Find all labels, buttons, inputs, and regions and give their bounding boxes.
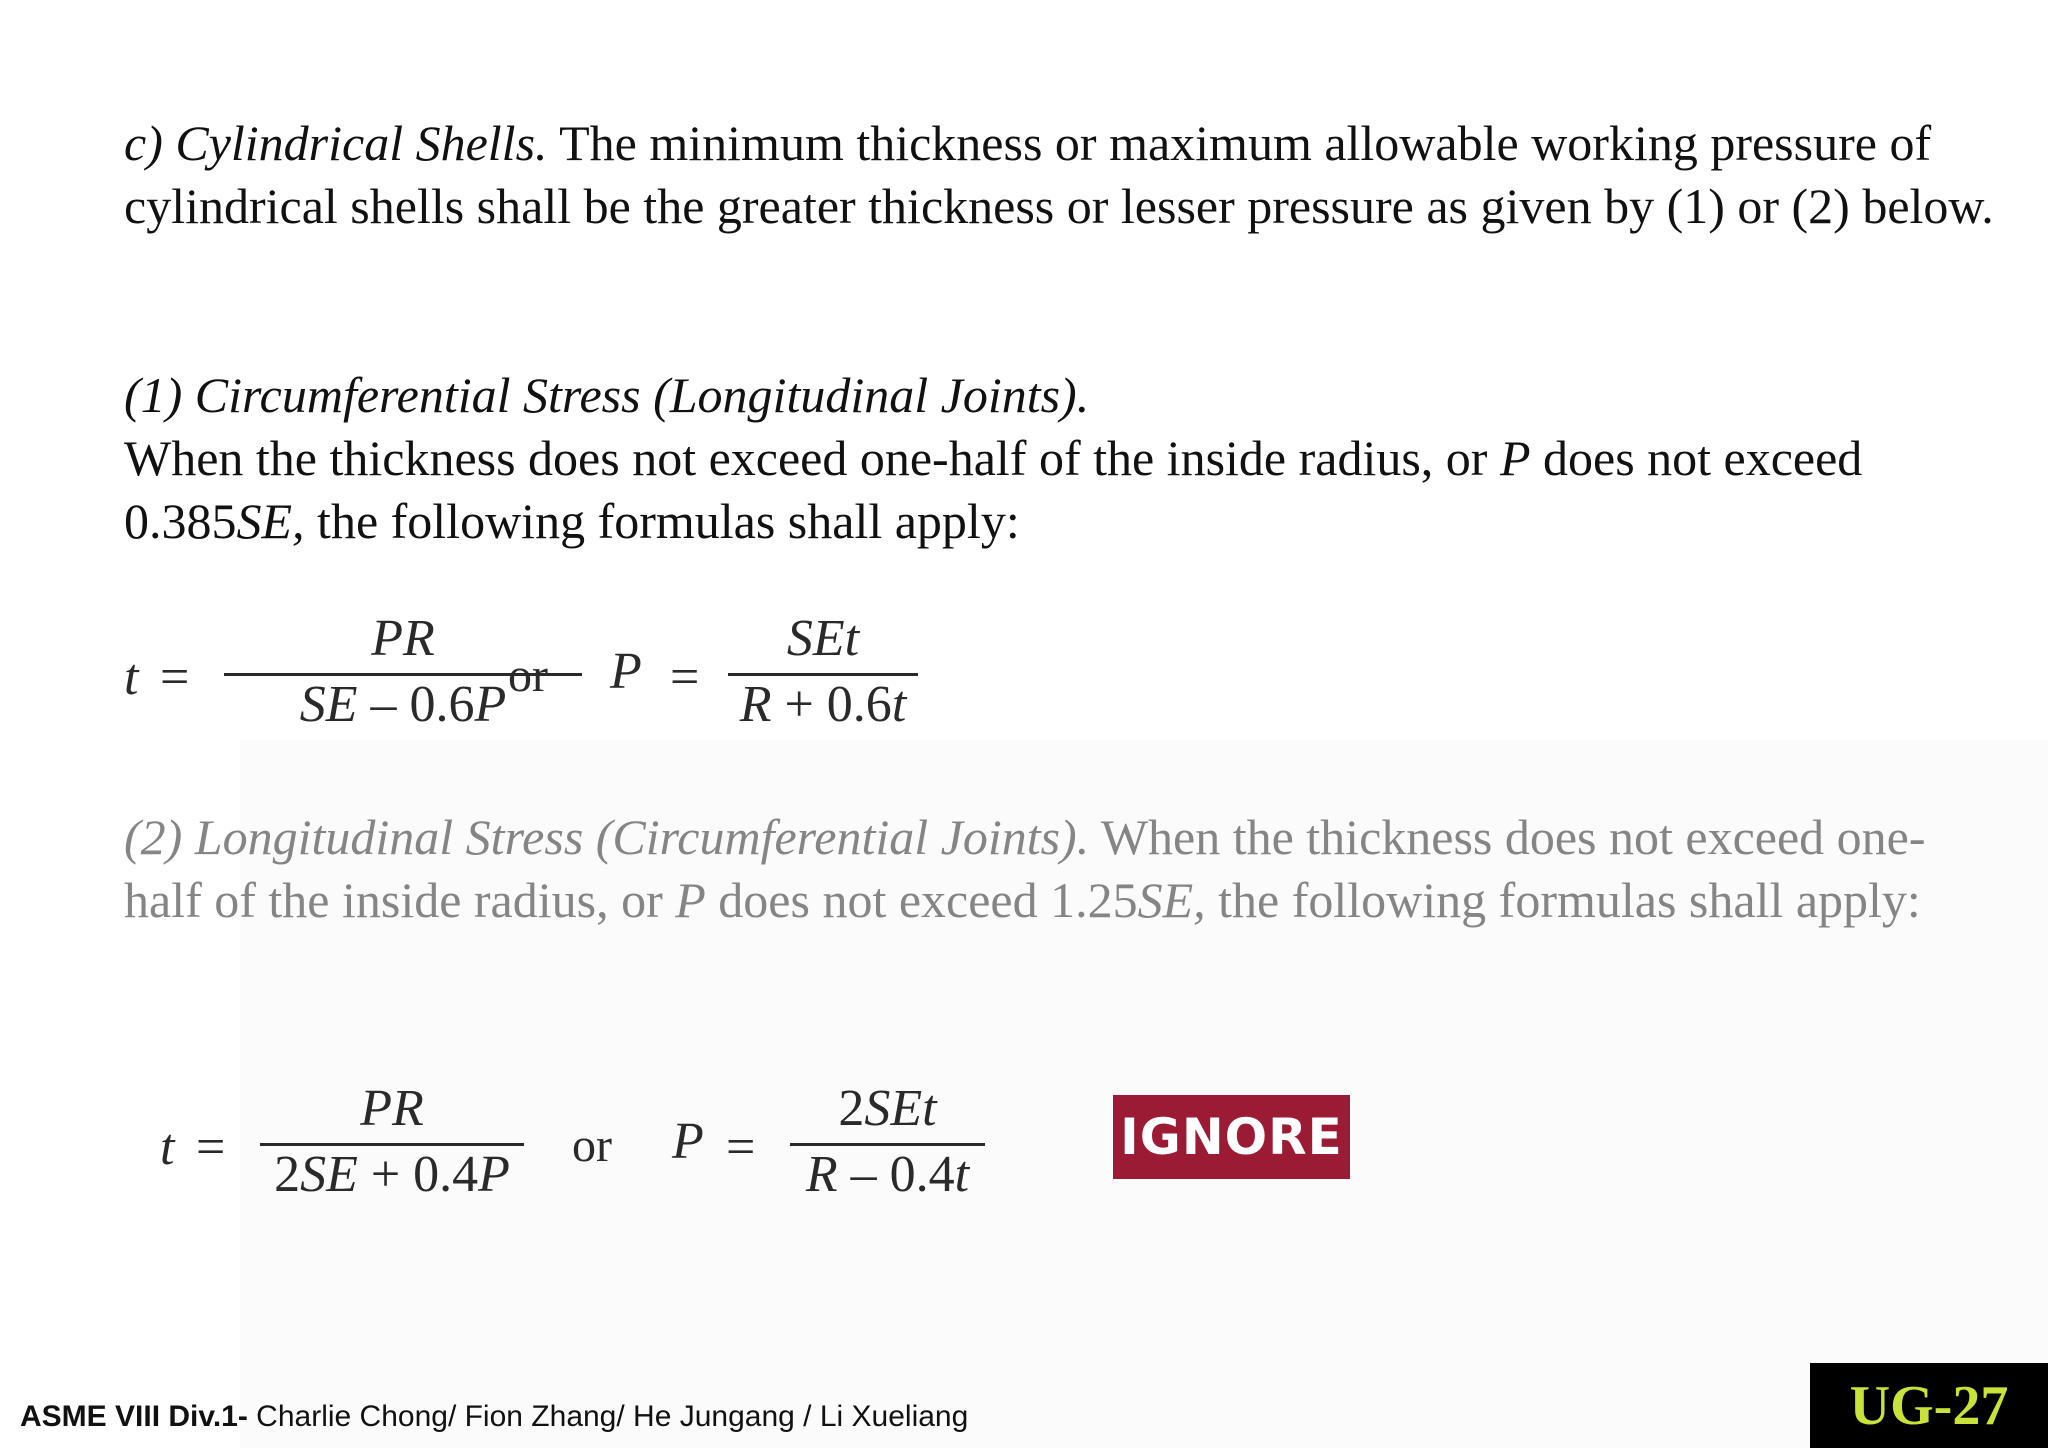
formula2-p-fraction [790, 1075, 985, 1225]
item2-text-a: When the thickness does not exceed one-half of the inside radius, or [124, 809, 1926, 928]
formula1-lhs-t: t [124, 649, 139, 706]
formula2-equals-2: = [726, 1119, 756, 1176]
paragraph-cylindrical-shells [124, 112, 1994, 238]
formula1-t-den-a: SE [299, 676, 358, 733]
formula2 [160, 1075, 1010, 1225]
formula2-t-den-c: + 0.4 [357, 1146, 479, 1203]
formula2-t-fraction [260, 1075, 524, 1225]
formula2-p-den-b: – 0.4 [837, 1146, 955, 1203]
formula1-t-numerator: PR [371, 610, 435, 667]
item2-var-p: P [675, 872, 706, 928]
formula1-lhs-p: P [610, 643, 642, 700]
item1-var-p: P [1499, 430, 1531, 486]
formula2-p-den-c: t [954, 1146, 970, 1203]
footer-credits [20, 1400, 968, 1434]
item1-title-text: (1) Circumferential Stress (Longitudinal Joints). [124, 367, 1090, 423]
formula1-equals-1: = [160, 649, 190, 706]
formula1-p-den-a: R [739, 676, 772, 733]
formula2-equals-1: = [196, 1119, 226, 1176]
formula1-equals-2: = [670, 649, 700, 706]
item1-text-a: When the thickness does not exceed one-half of the inside radius, or [124, 430, 1500, 486]
formula2-t-den-a: 2 [274, 1146, 301, 1203]
item1-title [124, 364, 1994, 427]
item1-text-b: does not exceed 0.385 [124, 430, 1863, 549]
item2-text-b: does not exceed 1.25 [705, 872, 1138, 928]
item1-text [124, 427, 1994, 553]
formula2-lhs-t: t [160, 1119, 175, 1176]
footer-standard: ASME VIII Div.1- [20, 1400, 248, 1433]
formula2-p-num-b: SEt [864, 1080, 937, 1137]
footer-authors: Charlie Chong/ Fion Zhang/ He Jungang / Li Xueliang [247, 1400, 969, 1433]
formula2-p-den-a: R [805, 1146, 838, 1203]
formula2-p-num-a: 2 [838, 1080, 865, 1137]
item1-var-se: SE, [236, 493, 305, 549]
formula1 [124, 605, 944, 755]
formula1-p-numerator: SEt [786, 610, 860, 667]
item2-var-se: SE, [1137, 872, 1206, 928]
item2-paragraph [124, 806, 1994, 932]
ignore-badge: IGNORE [1113, 1095, 1350, 1179]
item1-text-c: the following formulas shall apply: [304, 493, 1020, 549]
formula2-t-den-d: P [478, 1146, 510, 1203]
formula1-t-den-b: – 0.6 [357, 676, 475, 733]
formula2-lhs-p: P [672, 1113, 704, 1170]
formula1-p-den-b: + 0.6 [771, 676, 892, 733]
section-body: The minimum thickness or maximum allowable working pressure of cylindrical shells shall be the greater thickness or lesser pressure as given by (1) or (2) below. [124, 115, 1994, 234]
formula1-p-den-c: t [891, 676, 907, 733]
section-code-box: UG-27 [1810, 1363, 2048, 1448]
formula1-or: or [508, 649, 548, 702]
section-heading: c) Cylindrical Shells. [124, 115, 548, 171]
item2-title: (2) Longitudinal Stress (Circumferential Joints). [124, 809, 1090, 865]
formula1-p-fraction [728, 605, 918, 755]
formula2-t-numerator: PR [360, 1080, 424, 1137]
item2-text-c: the following formulas shall apply: [1205, 872, 1921, 928]
formula1-t-den-c: P [474, 676, 507, 733]
formula2-t-den-b: SE [300, 1146, 358, 1203]
formula2-or: or [572, 1119, 612, 1172]
